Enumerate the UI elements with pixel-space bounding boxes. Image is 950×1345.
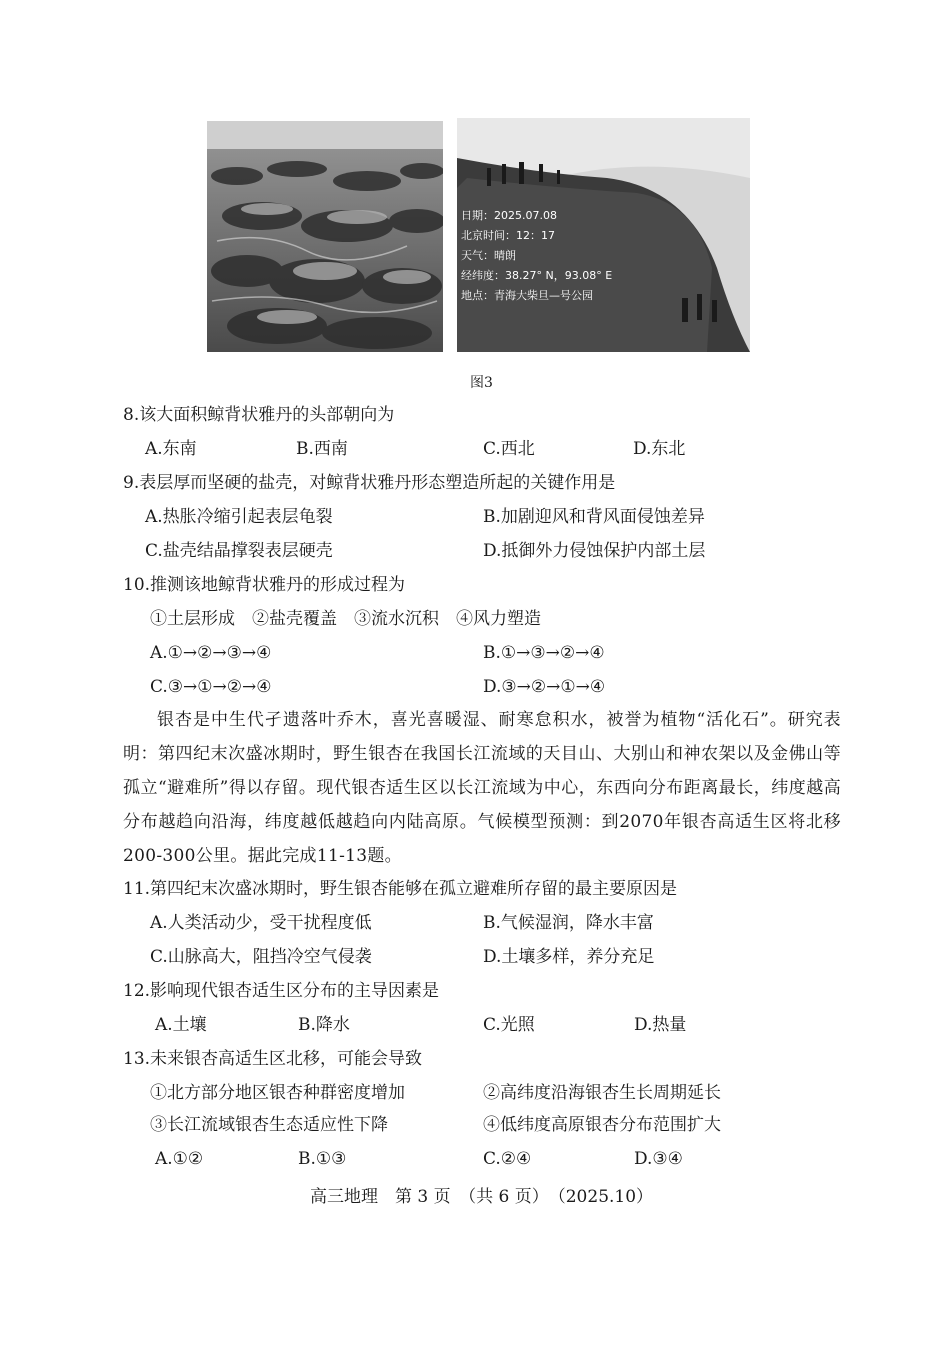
question-8-option-b: B.西南 xyxy=(296,439,348,459)
question-10-stem: 10.推测该地鲸背状雅丹的形成过程为 xyxy=(123,575,406,595)
question-8-option-c: C.西北 xyxy=(483,439,535,459)
question-13-option-d: D.③④ xyxy=(634,1149,683,1169)
question-11-option-a: A.人类活动少，受干扰程度低 xyxy=(150,913,372,933)
question-9-option-d: D.抵御外力侵蚀保护内部土层 xyxy=(483,541,706,561)
question-10-option-d: D.③→②→①→④ xyxy=(483,677,606,697)
question-10-option-c: C.③→①→②→④ xyxy=(150,677,272,697)
question-12-option-d: D.热量 xyxy=(634,1015,687,1035)
question-8-option-d: D.东北 xyxy=(633,439,686,459)
question-12-option-b: B.降水 xyxy=(298,1015,350,1035)
question-12-option-c: C.光照 xyxy=(483,1015,535,1035)
ginkgo-passage: 银杏是中生代孑遗落叶乔木，喜光喜暖湿、耐寒怠积水，被誉为植物“活化石”。研究表明：第四纪末次盛冰期时，野生银杏在我国长江流域的天目山、大别山和神农架以及金佛山等孤立“避难所”得以存留。现代银杏适生区以长江流域为中心，东西向分布距离最长，纬度越高分布越趋向沿海，纬度越低越趋向内陆高原。气候模型预测：到2070年银杏高适生区将北移200-300公里。据此完成11-13题。 xyxy=(123,710,841,866)
question-13-item-3: ③长江流域银杏生态适应性下降 xyxy=(150,1115,388,1135)
question-8-stem: 8.该大面积鲸背状雅丹的头部朝向为 xyxy=(123,405,395,425)
yardang-aerial-photo xyxy=(207,121,443,352)
figure-caption: 图3 xyxy=(470,375,493,391)
question-13-item-2: ②高纬度沿海银杏生长周期延长 xyxy=(483,1083,721,1103)
question-9-stem: 9.表层厚而坚硬的盐壳，对鲸背状雅丹形态塑造所起的关键作用是 xyxy=(123,473,616,493)
question-10-option-a: A.①→②→③→④ xyxy=(150,643,272,663)
question-9-option-c: C.盐壳结晶撑裂表层硬壳 xyxy=(145,541,333,561)
question-10-option-b: B.①→③→②→④ xyxy=(483,643,605,663)
question-13-stem: 13.未来银杏高适生区北移，可能会导致 xyxy=(123,1049,423,1069)
photo-overlay-date: 日期：2025.07.08 xyxy=(461,209,557,222)
question-11-option-d: D.土壤多样，养分充足 xyxy=(483,947,655,967)
photo-overlay-place: 地点：青海大柴旦—号公园 xyxy=(461,289,593,302)
question-10-items: ①土层形成 ②盐壳覆盖 ③流水沉积 ④风力塑造 xyxy=(150,609,541,629)
question-12-option-a: A.土壤 xyxy=(155,1015,207,1035)
photo-overlay-coords: 经纬度：38.27° N，93.08° E xyxy=(461,269,613,282)
question-12-stem: 12.影响现代银杏适生区分布的主导因素是 xyxy=(123,981,440,1001)
question-13-option-c: C.②④ xyxy=(483,1149,532,1169)
question-8-option-a: A.东南 xyxy=(145,439,197,459)
question-13-option-b: B.①③ xyxy=(298,1149,347,1169)
yardang-field-photo xyxy=(457,118,750,352)
question-9-option-b: B.加剧迎风和背风面侵蚀差异 xyxy=(483,507,705,527)
photo-overlay-time: 北京时间：12：17 xyxy=(461,229,555,242)
question-11-stem: 11.第四纪末次盛冰期时，野生银杏能够在孤立避难所存留的最主要原因是 xyxy=(123,879,678,899)
question-9-option-a: A.热胀冷缩引起表层龟裂 xyxy=(145,507,333,527)
question-11-option-c: C.山脉高大，阻挡冷空气侵袭 xyxy=(150,947,372,967)
question-13-item-4: ④低纬度高原银杏分布范围扩大 xyxy=(483,1115,721,1135)
question-13-option-a: A.①② xyxy=(155,1149,204,1169)
question-13-item-1: ①北方部分地区银杏种群密度增加 xyxy=(150,1083,405,1103)
photo-overlay-weather: 天气：晴朗 xyxy=(461,249,516,262)
question-11-option-b: B.气候湿润，降水丰富 xyxy=(483,913,654,933)
page-footer: 高三地理 第 3 页 （共 6 页） （2025.10） xyxy=(310,1187,654,1207)
